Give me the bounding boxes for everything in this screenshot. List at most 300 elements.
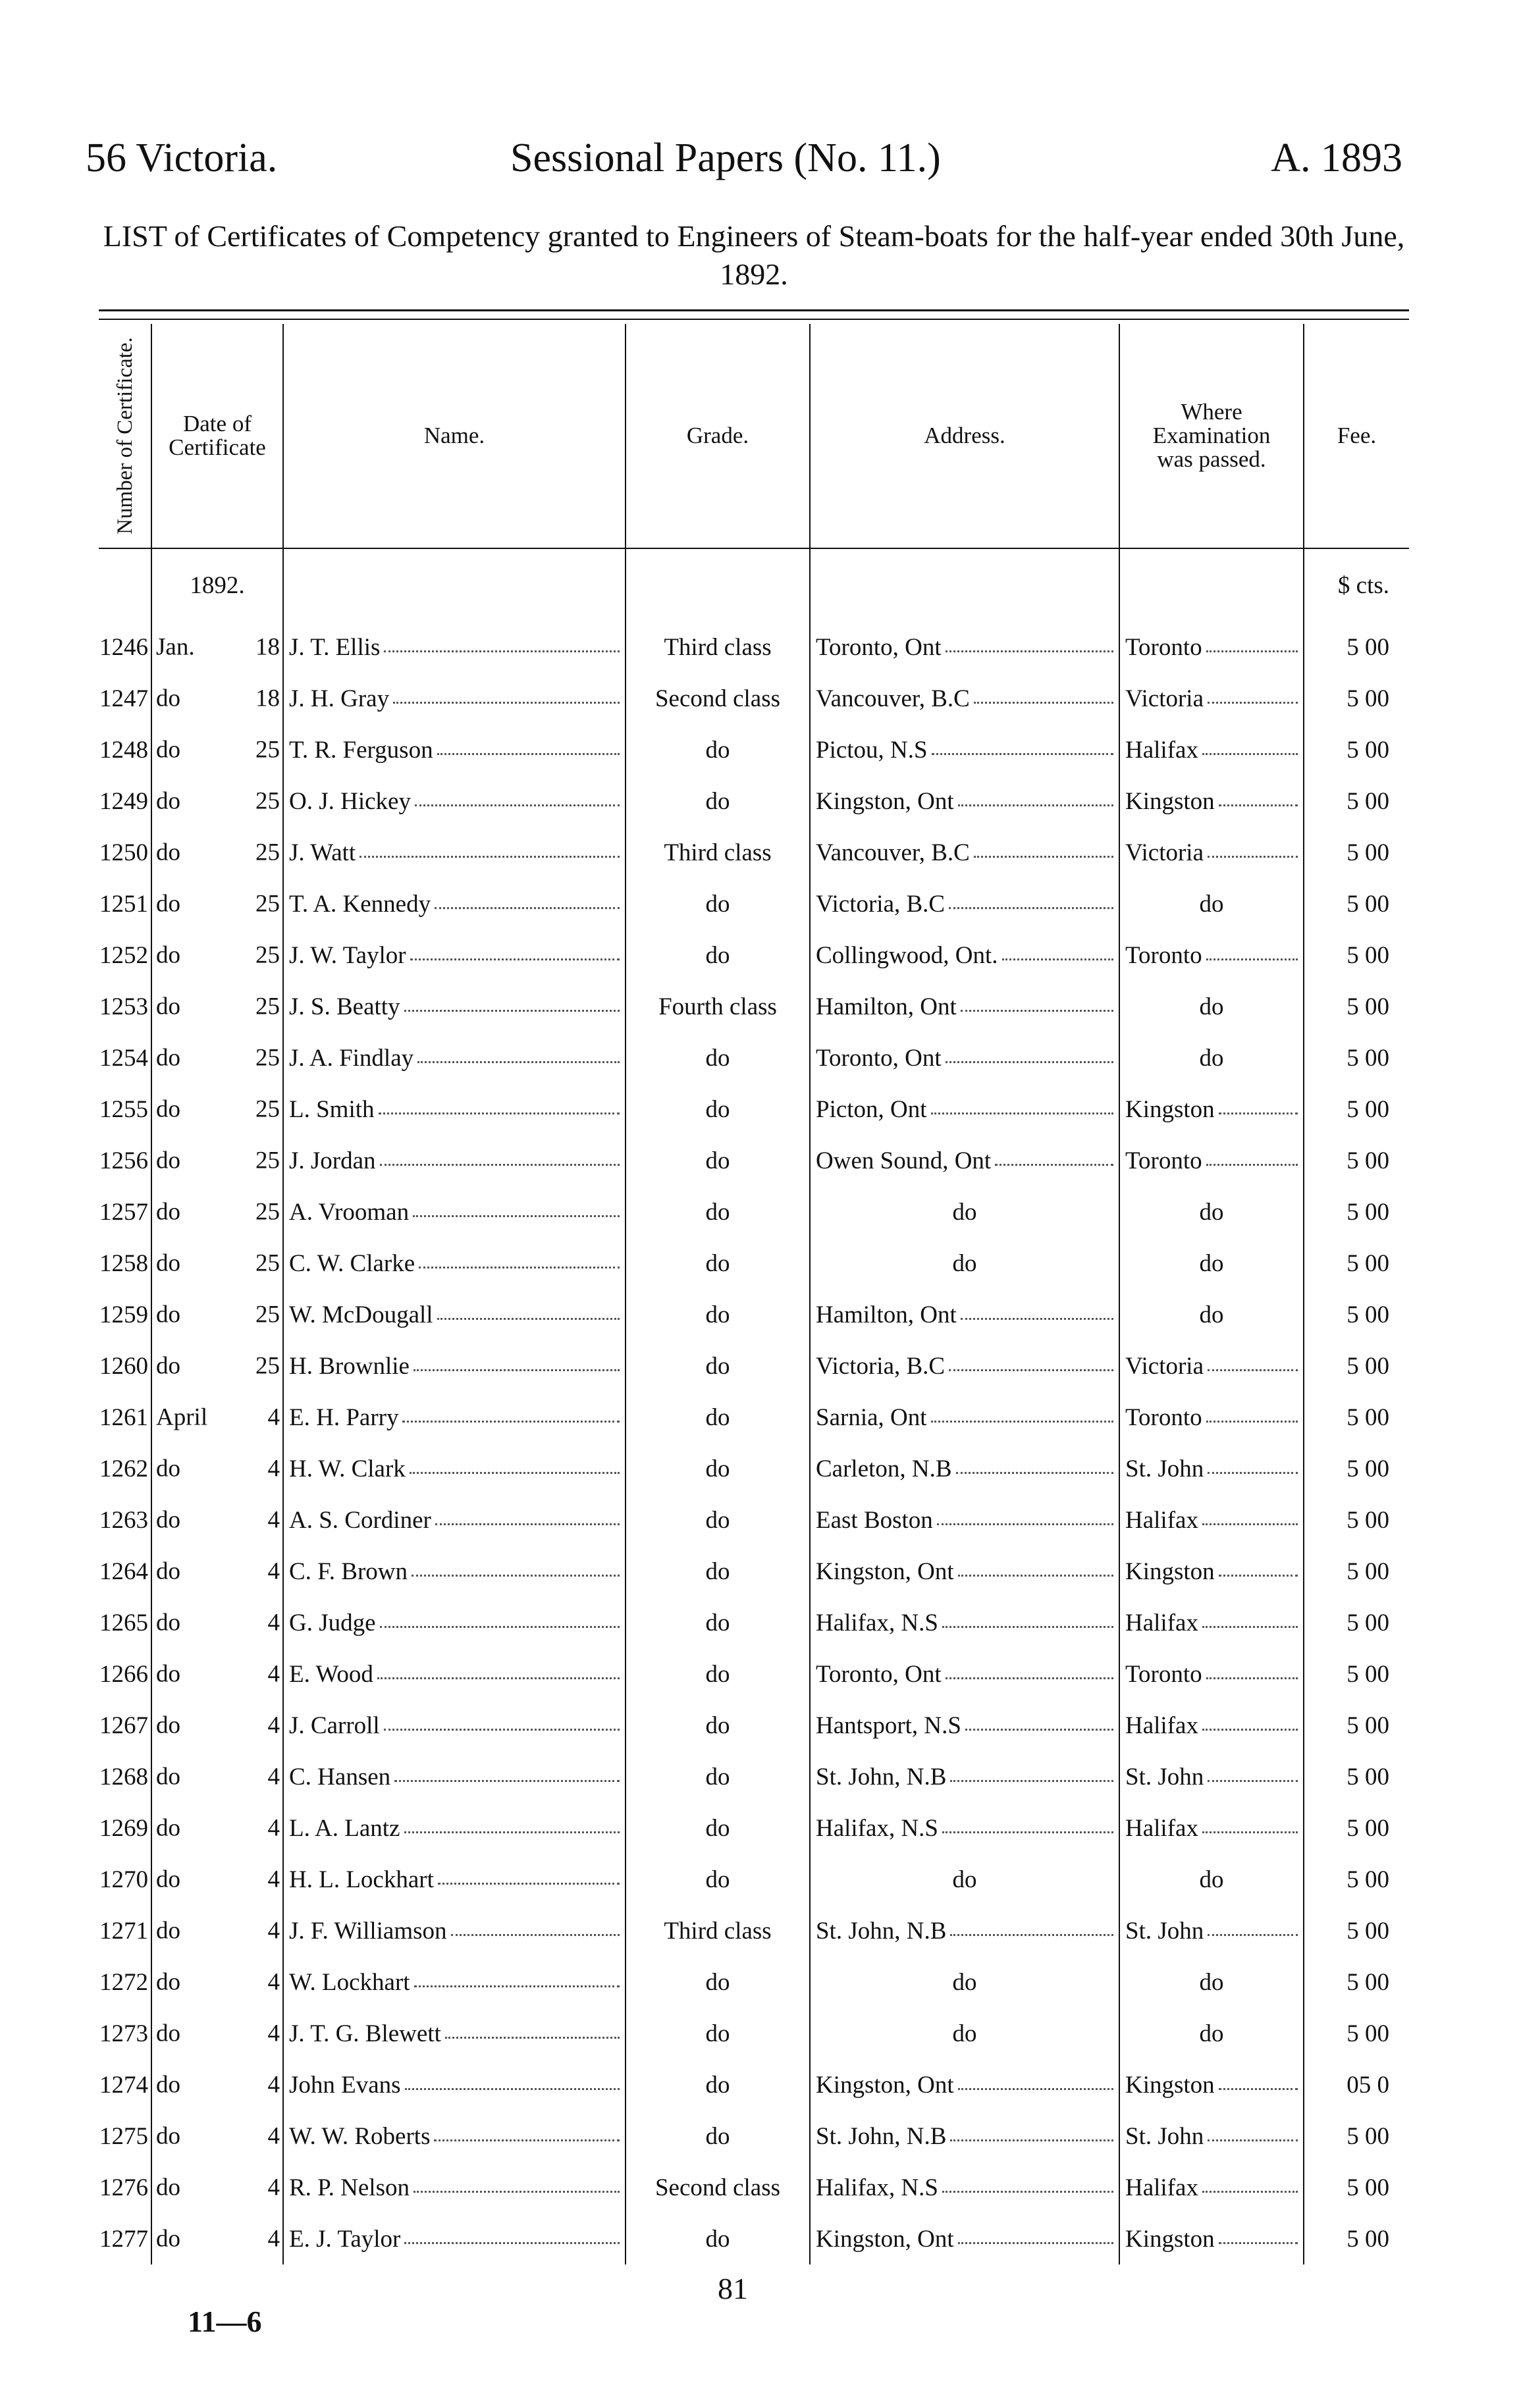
dot-leader (942, 2191, 1113, 2193)
address-wrap (811, 1814, 1119, 1843)
certificate-date (151, 724, 283, 775)
date-month: do (156, 2122, 180, 2150)
date-month: do (156, 1609, 180, 1636)
examination-place-cell (1119, 1032, 1304, 1084)
grade: do (705, 1352, 730, 1380)
date-month: do (156, 1249, 180, 1277)
address-wrap (811, 839, 1119, 867)
address: St. John, N.B (816, 1763, 947, 1791)
engineer-name: John Evans (289, 2071, 401, 2099)
dot-leader (1206, 958, 1298, 960)
certificate-date (151, 1751, 283, 1802)
engineer-name-wrap (284, 1301, 625, 1329)
address-cell (810, 1238, 1119, 1289)
address: Victoria, B.C (816, 1352, 946, 1380)
date-day: 25 (255, 1249, 280, 1277)
engineer-name-wrap (284, 787, 625, 816)
dot-leader (1206, 650, 1298, 652)
examination-place: St. John (1125, 1917, 1204, 1945)
certificate-number: 1269 (99, 1814, 148, 1842)
dot-leader (404, 1831, 620, 1833)
header-session: 56 Victoria. (86, 136, 278, 180)
address: East Boston (816, 1506, 933, 1534)
engineer-name: G. Judge (289, 1609, 376, 1636)
fee-amount: 5 00 (1304, 1751, 1409, 1802)
engineer-name-wrap (284, 1147, 625, 1175)
certificate-number: 1270 (99, 1866, 148, 1893)
year-row-grade-cell (626, 548, 810, 621)
page-header (86, 135, 1402, 194)
grade-cell (626, 2110, 810, 2162)
grade-cell (626, 775, 810, 827)
grade: do (705, 2020, 730, 2047)
examination-place: Toronto (1125, 1403, 1202, 1431)
header-sessional-papers: Sessional Papers (No. 11.) (510, 136, 941, 180)
certificate-date (151, 673, 283, 724)
address-cell (810, 2213, 1119, 2264)
examination-place-wrap (1120, 2020, 1303, 2048)
engineer-name-cell (283, 1289, 626, 1340)
engineer-name: E. Wood (289, 1660, 373, 1688)
fee-amount: 5 00 (1304, 1340, 1409, 1392)
engineer-name-cell (283, 1238, 626, 1289)
certificate-number: 1262 (99, 1455, 148, 1482)
examination-place-cell (1119, 2110, 1304, 2162)
address-wrap (811, 1917, 1119, 1945)
dot-leader (1208, 1472, 1298, 1474)
date-month: do (156, 685, 180, 712)
grade-cell (626, 1186, 810, 1238)
date-month: do (156, 1301, 180, 1328)
engineer-name-cell (283, 1700, 626, 1751)
examination-place-wrap (1120, 1712, 1303, 1740)
certificate-date (151, 2162, 283, 2213)
address-wrap (811, 1352, 1119, 1380)
engineer-name-cell (283, 724, 626, 775)
engineer-name-wrap (284, 1403, 625, 1432)
fee-amount: 5 00 (1304, 1700, 1409, 1751)
certificate-number: 1253 (99, 993, 148, 1020)
fee-amount: 5 00 (1304, 1494, 1409, 1546)
examination-place-cell (1119, 1443, 1304, 1494)
address-cell (810, 1751, 1119, 1802)
certificate-date (151, 621, 283, 673)
grade: do (705, 941, 730, 969)
column-header-name: Name. (283, 324, 626, 548)
address-wrap (811, 736, 1119, 764)
date-day: 4 (267, 2122, 280, 2150)
examination-place: do (1199, 1044, 1224, 1072)
engineer-name: C. F. Brown (289, 1557, 408, 1585)
date-month: do (156, 993, 180, 1020)
examination-place-cell (1119, 1289, 1304, 1340)
table-row (99, 2059, 1409, 2110)
address-cell (810, 1700, 1119, 1751)
date-month: do (156, 1660, 180, 1688)
date-month: do (156, 890, 180, 918)
examination-place-cell (1119, 1956, 1304, 2008)
certificate-date (151, 2213, 283, 2264)
address: Kingston, Ont (816, 2225, 954, 2253)
grade: do (705, 1712, 730, 1739)
address: do (952, 1968, 977, 1996)
dot-leader (413, 1215, 620, 1217)
table-row (99, 827, 1409, 878)
table-row (99, 2213, 1409, 2264)
year-label: 1892. (151, 548, 283, 621)
dot-leader (958, 804, 1113, 806)
certificate-number: 1260 (99, 1352, 148, 1380)
dot-leader (380, 1164, 620, 1166)
dot-leader (1202, 1729, 1298, 1731)
column-header-number-label: Number of Certificate. (113, 337, 137, 535)
engineer-name-cell (283, 827, 626, 878)
engineer-name-cell (283, 1751, 626, 1802)
grade: Second class (654, 685, 781, 712)
dot-leader (1219, 2242, 1298, 2244)
certificate-date (151, 775, 283, 827)
date-day: 25 (255, 1095, 280, 1123)
address: Pictou, N.S (816, 736, 928, 764)
dot-leader (380, 1626, 620, 1628)
dot-leader (1219, 1112, 1298, 1114)
engineer-name: J. T. G. Blewett (289, 2020, 441, 2047)
address: Hamilton, Ont (816, 993, 957, 1020)
examination-place-cell (1119, 1751, 1304, 1802)
engineer-name-cell (283, 1648, 626, 1700)
address: Vancouver, B.C (816, 839, 970, 866)
dot-leader (946, 650, 1113, 652)
examination-place: Halifax (1125, 1814, 1198, 1842)
examination-place-wrap (1120, 941, 1303, 970)
address-cell (810, 1854, 1119, 1905)
fee-amount: 5 00 (1304, 673, 1409, 724)
address-wrap (811, 1968, 1119, 1997)
address-wrap (811, 2071, 1119, 2099)
grade: do (705, 1557, 730, 1585)
examination-place-cell (1119, 1546, 1304, 1597)
date-month: do (156, 1968, 180, 1996)
examination-place-cell (1119, 929, 1304, 981)
dot-leader (942, 1626, 1113, 1628)
address: do (952, 1866, 977, 1893)
date-month: do (156, 1198, 180, 1226)
engineer-name-wrap (284, 685, 625, 713)
dot-leader (393, 702, 620, 704)
date-day: 4 (267, 2020, 280, 2047)
address: Kingston, Ont (816, 787, 954, 815)
examination-place-cell (1119, 1392, 1304, 1443)
engineer-name: H. Brownlie (289, 1352, 410, 1380)
date-month: do (156, 736, 180, 764)
address-cell (810, 724, 1119, 775)
date-day: 4 (267, 1917, 280, 1945)
examination-place-wrap (1120, 1455, 1303, 1483)
engineer-name-wrap (284, 1968, 625, 1997)
certificate-date (151, 2008, 283, 2059)
dot-leader (974, 856, 1113, 858)
fee-amount: 5 00 (1304, 1648, 1409, 1700)
engineer-name-wrap (284, 1455, 625, 1483)
grade-cell (626, 929, 810, 981)
certificate-number: 1273 (99, 2020, 148, 2047)
dot-leader (360, 856, 620, 858)
fee-amount: 5 00 (1304, 1854, 1409, 1905)
engineer-name-wrap (284, 2071, 625, 2099)
header-year: A. 1893 (1271, 136, 1402, 180)
table-row (99, 1802, 1409, 1854)
examination-place: do (1199, 1866, 1224, 1893)
dot-leader (410, 958, 620, 960)
dot-leader (404, 2242, 620, 2244)
year-row-number-cell (99, 548, 151, 621)
grade: do (705, 1301, 730, 1328)
address: Toronto, Ont (816, 1660, 942, 1688)
year-row-where-cell (1119, 548, 1304, 621)
certificate-date (151, 2059, 283, 2110)
address: St. John, N.B (816, 2122, 947, 2150)
date-day: 4 (267, 2174, 280, 2201)
address-cell (810, 827, 1119, 878)
fee-amount: 5 00 (1304, 1186, 1409, 1238)
grade-cell (626, 1854, 810, 1905)
address-cell (810, 1032, 1119, 1084)
address-wrap (811, 1249, 1119, 1278)
grade: do (705, 2225, 730, 2253)
date-day: 4 (267, 1403, 280, 1431)
column-header-grade: Grade. (626, 324, 810, 548)
certificate-number: 1249 (99, 787, 148, 815)
table-row (99, 673, 1409, 724)
date-day: 25 (255, 1044, 280, 1072)
engineer-name-cell (283, 1956, 626, 2008)
address: Toronto, Ont (816, 1044, 942, 1072)
table-row (99, 1289, 1409, 1340)
address-cell (810, 878, 1119, 929)
examination-place-wrap (1120, 993, 1303, 1021)
grade-cell (626, 2059, 810, 2110)
grade: do (705, 1609, 730, 1636)
dot-leader (394, 1780, 620, 1782)
dot-leader (1208, 1369, 1298, 1371)
certificate-number: 1275 (99, 2122, 148, 2150)
examination-place-wrap (1120, 1763, 1303, 1791)
examination-place-cell (1119, 2059, 1304, 2110)
address-wrap (811, 2020, 1119, 2048)
engineer-name-cell (283, 621, 626, 673)
table-row (99, 1032, 1409, 1084)
examination-place-cell (1119, 827, 1304, 878)
certificate-number: 1265 (99, 1609, 148, 1636)
certificate-date (151, 1597, 283, 1648)
examination-place: Halifax (1125, 2174, 1198, 2201)
examination-place-wrap (1120, 1660, 1303, 1688)
grade-cell (626, 1392, 810, 1443)
fee-amount: 5 00 (1304, 878, 1409, 929)
engineer-name: O. J. Hickey (289, 787, 411, 815)
address-cell (810, 1956, 1119, 2008)
dot-leader (1202, 2191, 1298, 2193)
engineer-name-cell (283, 1905, 626, 1956)
dot-leader (419, 1267, 620, 1269)
grade: Fourth class (658, 993, 777, 1020)
examination-place-wrap (1120, 2174, 1303, 2202)
dot-leader (974, 702, 1113, 704)
grade-cell (626, 2162, 810, 2213)
examination-place-cell (1119, 1597, 1304, 1648)
fee-amount: 5 00 (1304, 1392, 1409, 1443)
date-month: do (156, 1814, 180, 1842)
address-cell (810, 1443, 1119, 1494)
certificate-date (151, 1032, 283, 1084)
engineer-name: H. W. Clark (289, 1455, 406, 1482)
examination-place: Kingston (1125, 1095, 1215, 1123)
dot-leader (379, 1112, 620, 1114)
examination-place-cell (1119, 2162, 1304, 2213)
examination-place: Victoria (1125, 839, 1204, 866)
grade: do (705, 890, 730, 918)
dot-leader (956, 1472, 1113, 1474)
examination-place-wrap (1120, 1866, 1303, 1894)
dot-leader (415, 804, 620, 806)
certificate-date (151, 1443, 283, 1494)
dot-leader (435, 907, 620, 909)
certificate-number: 1247 (99, 685, 148, 712)
grade-cell (626, 1802, 810, 1854)
signature-mark: 11—6 (188, 2305, 262, 2338)
dot-leader (417, 1061, 620, 1063)
examination-place-cell (1119, 775, 1304, 827)
engineer-name: J. W. Taylor (289, 941, 406, 969)
dot-leader (1202, 1523, 1298, 1525)
address-wrap (811, 1609, 1119, 1637)
address-cell (810, 1084, 1119, 1135)
certificate-date (151, 1854, 283, 1905)
grade-cell (626, 1135, 810, 1186)
engineer-name-cell (283, 1340, 626, 1392)
grade: do (705, 1044, 730, 1072)
dot-leader (931, 1112, 1113, 1114)
engineer-name-wrap (284, 1506, 625, 1534)
address: do (952, 2020, 977, 2047)
dot-leader (932, 753, 1113, 755)
dot-leader (950, 1780, 1113, 1782)
certificate-number: 1277 (99, 2225, 148, 2253)
address-cell (810, 1802, 1119, 1854)
address-cell (810, 2059, 1119, 2110)
grade-cell (626, 2213, 810, 2264)
dot-leader (384, 650, 620, 652)
address: Sarnia, Ont (816, 1403, 927, 1431)
examination-place: Halifax (1125, 1506, 1198, 1534)
date-month: do (156, 1044, 180, 1072)
dot-leader (1208, 2139, 1298, 2141)
address: Owen Sound, Ont (816, 1147, 992, 1174)
certificate-number: 1266 (99, 1660, 148, 1688)
grade-cell (626, 621, 810, 673)
examination-place-wrap (1120, 890, 1303, 918)
grade: do (705, 787, 730, 815)
address: Kingston, Ont (816, 1557, 954, 1585)
engineer-name: J. Carroll (289, 1712, 380, 1739)
dot-leader (958, 2242, 1113, 2244)
date-month: do (156, 1506, 180, 1534)
examination-place-cell (1119, 1186, 1304, 1238)
year-row-name-cell (283, 548, 626, 621)
grade-cell (626, 1032, 810, 1084)
date-day: 25 (255, 1352, 280, 1380)
date-day: 4 (267, 2225, 280, 2253)
dot-leader (438, 1883, 620, 1885)
grade: do (705, 1866, 730, 1893)
grade-cell (626, 827, 810, 878)
examination-place-cell (1119, 621, 1304, 673)
certificate-date (151, 1084, 283, 1135)
date-month: do (156, 1455, 180, 1482)
address-wrap (811, 1866, 1119, 1894)
engineer-name-wrap (284, 1763, 625, 1791)
dot-leader (404, 1010, 620, 1012)
address-cell (810, 1135, 1119, 1186)
address-wrap (811, 941, 1119, 970)
examination-place-wrap (1120, 736, 1303, 764)
address: Hamilton, Ont (816, 1301, 957, 1328)
dot-leader (1202, 753, 1298, 755)
engineer-name-cell (283, 2110, 626, 2162)
address-wrap (811, 2225, 1119, 2253)
engineer-name-wrap (284, 1249, 625, 1278)
grade: do (705, 1506, 730, 1534)
address-wrap (811, 2174, 1119, 2202)
date-month: do (156, 1147, 180, 1174)
examination-place-cell (1119, 1084, 1304, 1135)
grade-cell (626, 1546, 810, 1597)
engineer-name-cell (283, 929, 626, 981)
grade: do (705, 1968, 730, 1996)
engineer-name: H. L. Lockhart (289, 1866, 434, 1893)
date-month: do (156, 1095, 180, 1123)
address-cell (810, 929, 1119, 981)
engineer-name-wrap (284, 2020, 625, 2048)
address-wrap (811, 787, 1119, 816)
dot-leader (410, 1472, 620, 1474)
fee-amount: 5 00 (1304, 1032, 1409, 1084)
grade-cell (626, 1597, 810, 1648)
engineer-name-wrap (284, 1866, 625, 1894)
date-month: do (156, 941, 180, 969)
page-number: 81 (718, 2272, 748, 2305)
engineer-name: C. Hansen (289, 1763, 391, 1791)
examination-place: do (1199, 1249, 1224, 1277)
fee-unit-label: $ cts. (1304, 548, 1409, 621)
address-wrap (811, 1506, 1119, 1534)
dot-leader (931, 1421, 1113, 1423)
address: Halifax, N.S (816, 1609, 938, 1636)
dot-leader (377, 1677, 620, 1679)
date-day: 25 (255, 1301, 280, 1328)
address-wrap (811, 1147, 1119, 1175)
fee-amount: 5 00 (1304, 621, 1409, 673)
engineer-name: T. A. Kennedy (289, 890, 431, 918)
fee-amount: 5 00 (1304, 1546, 1409, 1597)
date-month: do (156, 1763, 180, 1791)
grade: do (705, 1198, 730, 1226)
examination-place-cell (1119, 1700, 1304, 1751)
table-row (99, 1084, 1409, 1135)
examination-place: St. John (1125, 1763, 1204, 1791)
engineer-name-cell (283, 1084, 626, 1135)
engineer-name-wrap (284, 1814, 625, 1843)
